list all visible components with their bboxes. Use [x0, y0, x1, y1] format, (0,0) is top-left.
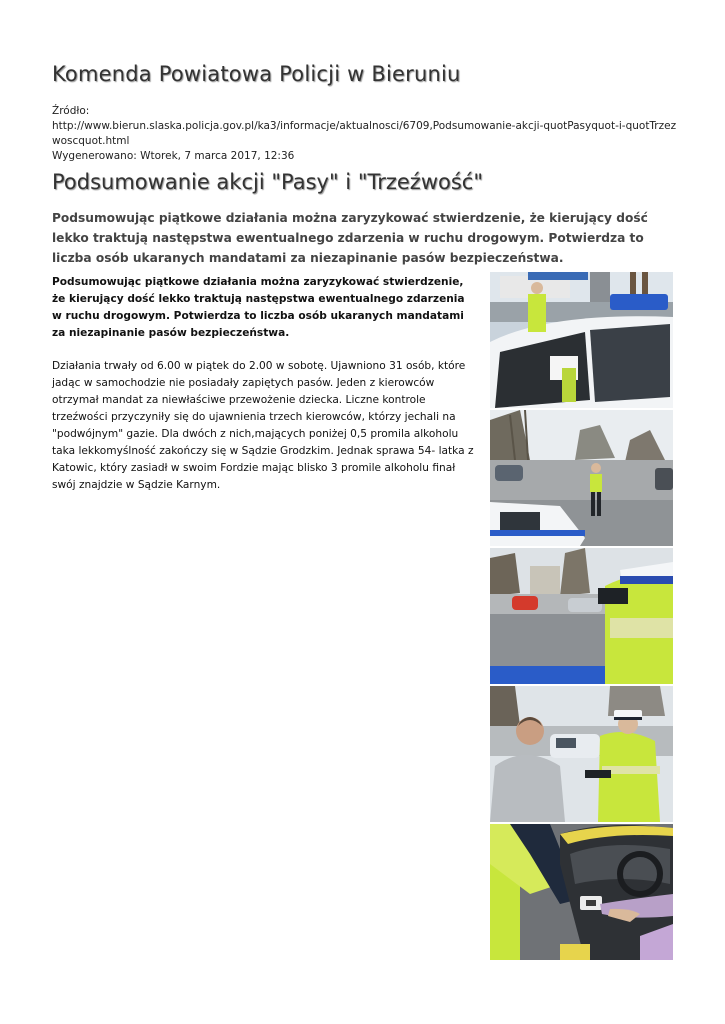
photo-police-car-image [490, 272, 673, 408]
document-meta [52, 104, 677, 164]
photo-driver-inspection-image [490, 686, 673, 822]
photo-breathalyzer-test-image [490, 824, 673, 960]
photo-gallery [490, 272, 673, 962]
photo-police-car [490, 272, 673, 408]
photo-officer-road-image [490, 410, 673, 546]
bold-paragraph: Podsumowując piątkowe działania można zaryzykować stwierdzenie, że kierujący dość lekko traktują następstwa ewentualnego zdarzenia w ruchu drogowym. Potwierdza to liczba osób ukaranych mandatami za niezapinanie pasów bezpieczeństwa. [52, 276, 465, 339]
site-title: Komenda Powiatowa Policji w Bieruniu [52, 62, 461, 86]
body-paragraph: Działania trwały od 6.00 w piątek do 2.00 w sobotę. Ujawniono 31 osób, które jadąc w samochodzie nie posiadały zapiętych pasów. Jeden z kierowców otrzymał mandat za niewłaściwe przewożenie dziecka. Liczne kontrole trzeźwości przyczyniły się do ujawnienia trzech kierowców, którzy jechali na "podwójnym" gazie. Dla dwóch z nich,mających poniżej 0,5 promila alkoholu taka lekkomyślność zakończy się w Sądzie Grodzkim. Jednak sprawa 54- latka z Katowic, który zasiadł w swoim Fordzie mając blisko 3 promile alkoholu finał swój znajdzie w Sądzie Karnym. [52, 360, 474, 491]
photo-driver-inspection [490, 686, 673, 822]
generated-timestamp: Wygenerowano: Wtorek, 7 marca 2017, 12:36 [52, 150, 295, 162]
photo-radar-check [490, 548, 673, 684]
article-content [52, 274, 477, 494]
article-title: Podsumowanie akcji "Pasy" i "Trzeźwość" [52, 170, 483, 194]
photo-breathalyzer-test [490, 824, 673, 960]
source-url[interactable]: http://www.bierun.slaska.policja.gov.pl/ka3/informacje/aktualnosci/6709,Podsumowanie-akcji-quotPasyquot-i-quotTrzezwoscquot.html [52, 120, 677, 147]
source-label: Źródło: [52, 105, 90, 117]
photo-officer-road [490, 410, 673, 546]
photo-radar-check-image [490, 548, 673, 684]
article-lead: Podsumowując piątkowe działania można zaryzykować stwierdzenie, że kierujący dość lekko traktują następstwa ewentualnego zdarzenia w ruchu drogowym. Potwierdza to liczba osób ukaranych mandatami za niezapinanie pasów bezpieczeństwa. [52, 211, 648, 265]
